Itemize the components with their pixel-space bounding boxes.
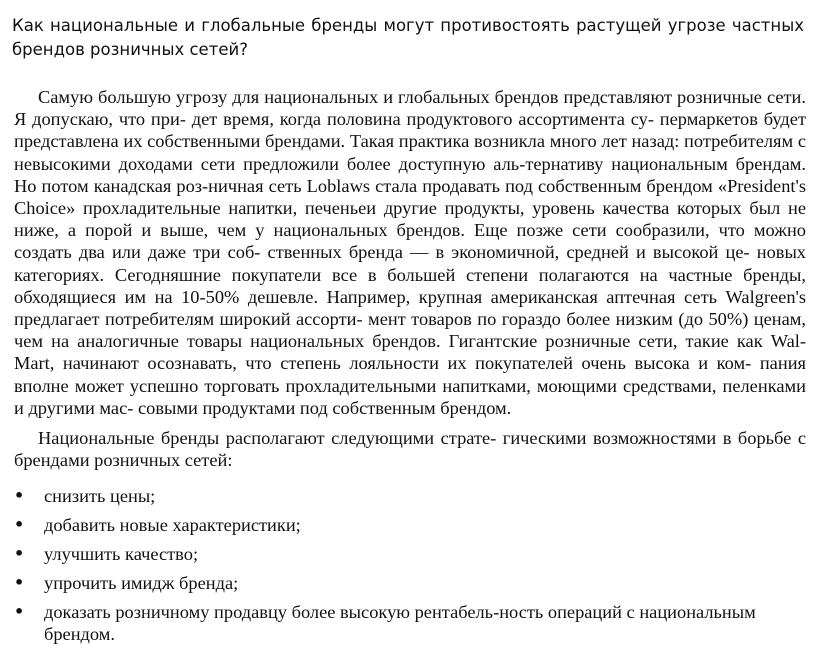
list-item (14, 485, 806, 507)
list-item (14, 543, 806, 565)
paragraph-private-label-threat: Самую большую угрозу для национальных и глобальных брендов представляют розничные сети. Я допускаю, что при- дет время, когда половина продуктового ассортимента су- пермаркетов будет представлена их собственными брендами. Такая практика возникла много лет назад: потребителям с невысокими доходами сети предложили более доступную аль-тернативу национальным брендам. Но потом канадская роз-ничная сеть Loblaws стала продавать под собственным брендом «President's Choice» прохладительные напитки, печеньеи другие продукты, уровень качества которых был не ниже, а порой и выше, чем у национальных брендов. Еще позже сети сообразили, что можно создать два или даже три соб- ственных бренда — в экономичной, средней и высокой це- новых категориях. Сегодняшние покупатели все в большей степени полагаются на частные бренды, обходящиеся им на 10-50% дешевле. Например, крупная американская аптечная сеть Walgreen's предлагает потребителям широкий ассорти- мент товаров по гораздо более низким (до 50%) ценам, чем на аналогичные товары национальных брендов. Гигантские розничные сети, такие как Wal-Mart, начинают осознавать, что степень лояльности их покупателей очень высока и ком- пания вполне может успешно торговать прохладительными напитками, моющими средствами, пеленками и другими мас- совыми продуктами под собственным брендом. (14, 87, 806, 418)
list-item-text: добавить новые характеристики; (44, 515, 301, 536)
list-item-text: доказать розничному продавцу более высокую рентабель-ность операций с национальным брендом. (44, 601, 756, 644)
bullet-icon: • (14, 544, 25, 564)
document-title: Как национальные и глобальные бренды могут противостоять растущей угрозе частных брендов розничных сетей? (12, 16, 804, 59)
document-body (14, 86, 806, 651)
paragraph-strategic-options: Национальные бренды располагают следующими страте- гическими возможностями в борьбе с брендами розничных сетей: (14, 428, 806, 471)
bullet-icon: • (14, 486, 25, 506)
list-item-text: снизить цены; (44, 486, 156, 507)
list-item-text: упрочить имидж бренда; (44, 572, 239, 593)
list-item (14, 514, 806, 536)
strategy-list (14, 485, 806, 644)
bullet-icon: • (14, 601, 25, 621)
list-item (14, 572, 806, 594)
list-item-text: улучшить качество; (44, 544, 199, 565)
bullet-icon: • (14, 515, 25, 535)
bullet-icon: • (14, 572, 25, 592)
list-item (14, 601, 806, 645)
